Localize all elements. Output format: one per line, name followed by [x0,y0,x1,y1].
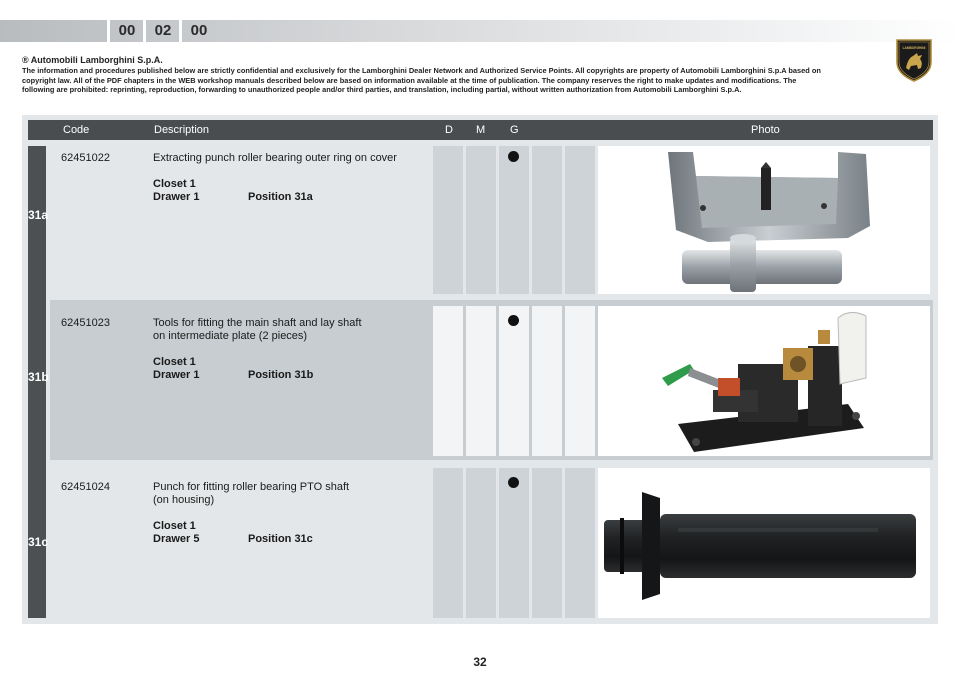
cell-d [433,146,463,294]
tool-position: Position 31a [248,191,313,203]
svg-text:LAMBORGHINI: LAMBORGHINI [902,46,926,50]
tool-description-line: (on housing) [153,494,215,506]
notice-text: The information and procedures published below are strictly confidential and exclusively for the Lamborghini Dealer Network and Authorized Service Points. All copyrights are property of Automobili Lamborghini S.p.A based on copyright law. All of the PDF chapters in the WEB workshop manuals described below are based on information available at the time of publication. The company reserves the right to make updates and modifications. The following are prohibited: reprinting, reproduction, forwarding to unauthorized people and/or third parties, and translation, including partial, without written authorization from Automobili Lamborghini S.p.A. [22,66,821,95]
page-number: 32 [473,655,487,669]
tool-position: Position 31c [248,533,313,545]
tool-photo [598,468,930,618]
cell-extra-2 [565,306,595,456]
tool-closet: Closet 1 [153,356,196,368]
column-header-description: Description [154,124,210,136]
cell-extra-2 [565,468,595,618]
section-code-1: 00 [111,20,143,42]
cell-d [433,306,463,456]
column-header-g: G [510,124,519,136]
tool-description-line: Tools for fitting the main shaft and lay shaft [153,317,362,329]
cell-extra-1 [532,468,562,618]
tool-code: 62451024 [61,481,110,493]
tool-block-and-punch-icon [598,146,930,294]
cell-g [499,306,529,456]
cell-extra-1 [532,306,562,456]
tool-drawer: Drawer 1 [153,369,200,381]
column-header-photo: Photo [751,124,780,136]
tool-description-line: Punch for fitting roller bearing PTO shaft [153,481,350,493]
column-header-d: D [445,124,453,136]
tool-drawer: Drawer 5 [153,533,200,545]
tool-photo [598,306,930,456]
cell-extra-1 [532,146,562,294]
tool-description-line: on intermediate plate (2 pieces) [153,330,308,342]
table-row [50,464,933,620]
section-code-2: 02 [147,20,179,42]
bearing-punch-icon [598,468,930,618]
cell-m [466,468,496,618]
availability-dot [508,477,519,488]
column-header-m: M [476,124,486,136]
table-row [50,146,933,298]
tool-position: Position 31b [248,369,314,381]
availability-dot [508,151,519,162]
fitting-fixture-icon [598,306,930,456]
tool-drawer: Drawer 1 [153,191,200,203]
cell-g [499,146,529,294]
tool-code: 62451022 [61,152,110,164]
tool-code: 62451023 [61,317,110,329]
tool-closet: Closet 1 [153,520,196,532]
tool-description-line: Extracting punch roller bearing outer ring on cover [153,152,397,164]
row-label-31c: 31c [28,535,49,549]
lamborghini-logo [895,38,933,82]
cell-d [433,468,463,618]
table-row [50,300,933,460]
tool-closet: Closet 1 [153,178,196,190]
column-header-code: Code [63,124,90,136]
row-label-31b: 31b [28,370,49,384]
section-code-3: 00 [183,20,215,42]
cell-g [499,468,529,618]
row-label-31a: 31a [28,208,49,222]
cell-extra-2 [565,146,595,294]
cell-m [466,146,496,294]
table-header [28,120,933,140]
company-name: ® Automobili Lamborghini S.p.A. [22,55,163,65]
legal-notice [22,55,830,95]
cell-m [466,306,496,456]
availability-dot [508,315,519,326]
tool-photo [598,146,930,294]
